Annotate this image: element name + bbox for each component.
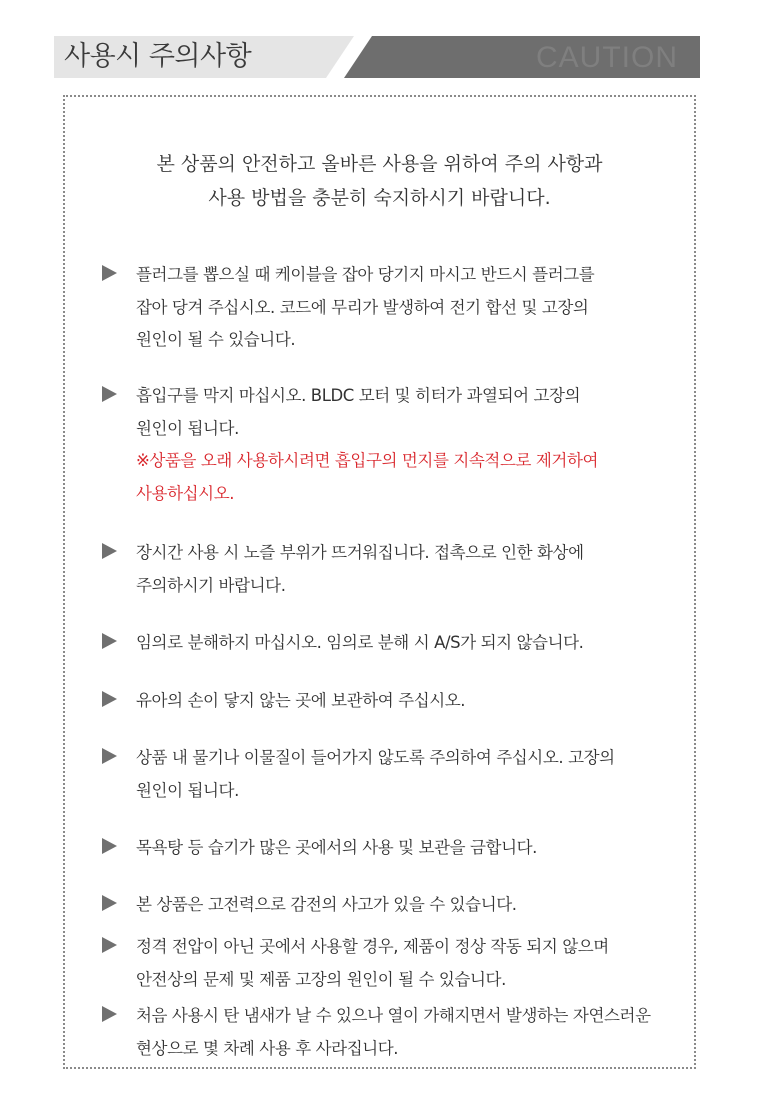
item-line: 잡아 당겨 주십시오. 코드에 무리가 발생하여 전기 합선 및 고장의 xyxy=(136,297,589,317)
triangle-right-icon xyxy=(102,895,117,911)
item-line: 처음 사용시 탄 냄새가 날 수 있으나 열이 가해지면서 발생하는 자연스러운 xyxy=(136,1006,651,1025)
item-line: 유아의 손이 닿지 않는 곳에 보관하여 주십시오. xyxy=(136,691,466,710)
triangle-right-icon xyxy=(102,386,117,402)
page-title: 사용시 주의사항 xyxy=(64,41,252,72)
item-line: 안전상의 문제 및 제품 고장의 원인이 될 수 있습니다. xyxy=(136,969,506,989)
triangle-right-icon xyxy=(102,543,117,559)
item-line: 본 상품은 고전력으로 감전의 사고가 있을 수 있습니다. xyxy=(136,895,517,914)
item-line: 현상으로 몇 차례 사용 후 사라집니다. xyxy=(136,1038,399,1058)
triangle-right-icon xyxy=(102,1006,117,1022)
triangle-right-icon xyxy=(102,633,117,649)
triangle-right-icon xyxy=(102,838,117,854)
item-line: 장시간 사용 시 노즐 부위가 뜨거워집니다. 접촉으로 인한 화상에 xyxy=(136,543,584,562)
item-line: 주의하시기 바랍니다. xyxy=(136,575,286,595)
item-line: 상품 내 물기나 이물질이 들어가지 않도록 주의하여 주십시오. 고장의 xyxy=(136,748,615,767)
warning-line: 사용하십시오. xyxy=(136,483,235,503)
intro-text xyxy=(63,147,696,215)
section-header xyxy=(54,36,700,78)
item-line: 목욕탕 등 습기가 많은 곳에서의 사용 및 보관을 금합니다. xyxy=(136,838,538,857)
item-line: 임의로 분해하지 마십시오. 임의로 분해 시 A/S가 되지 않습니다. xyxy=(136,633,584,652)
caution-label: CAUTION xyxy=(536,41,678,74)
item-line: 원인이 됩니다. xyxy=(136,418,239,438)
item-line: 플러그를 뽑으실 때 케이블을 잡아 당기지 마시고 반드시 플러그를 xyxy=(136,265,595,284)
item-line: 정격 전압이 아닌 곳에서 사용할 경우, 제품이 정상 작동 되지 않으며 xyxy=(136,937,609,956)
item-line: 원인이 됩니다. xyxy=(136,780,239,800)
item-line: 원인이 될 수 있습니다. xyxy=(136,330,296,349)
triangle-right-icon xyxy=(102,937,117,953)
triangle-right-icon xyxy=(102,265,117,281)
warning-line: ※상품을 오래 사용하시려면 흡입구의 먼지를 지속적으로 제거하여 xyxy=(136,451,599,470)
intro-line: 사용 방법을 충분히 숙지하시기 바랍니다. xyxy=(208,187,551,209)
triangle-right-icon xyxy=(102,691,117,707)
intro-line: 본 상품의 안전하고 올바른 사용을 위하여 주의 사항과 xyxy=(156,153,603,175)
item-line: 흡입구를 막지 마십시오. BLDC 모터 및 히터가 과열되어 고장의 xyxy=(136,386,581,405)
triangle-right-icon xyxy=(102,748,117,764)
